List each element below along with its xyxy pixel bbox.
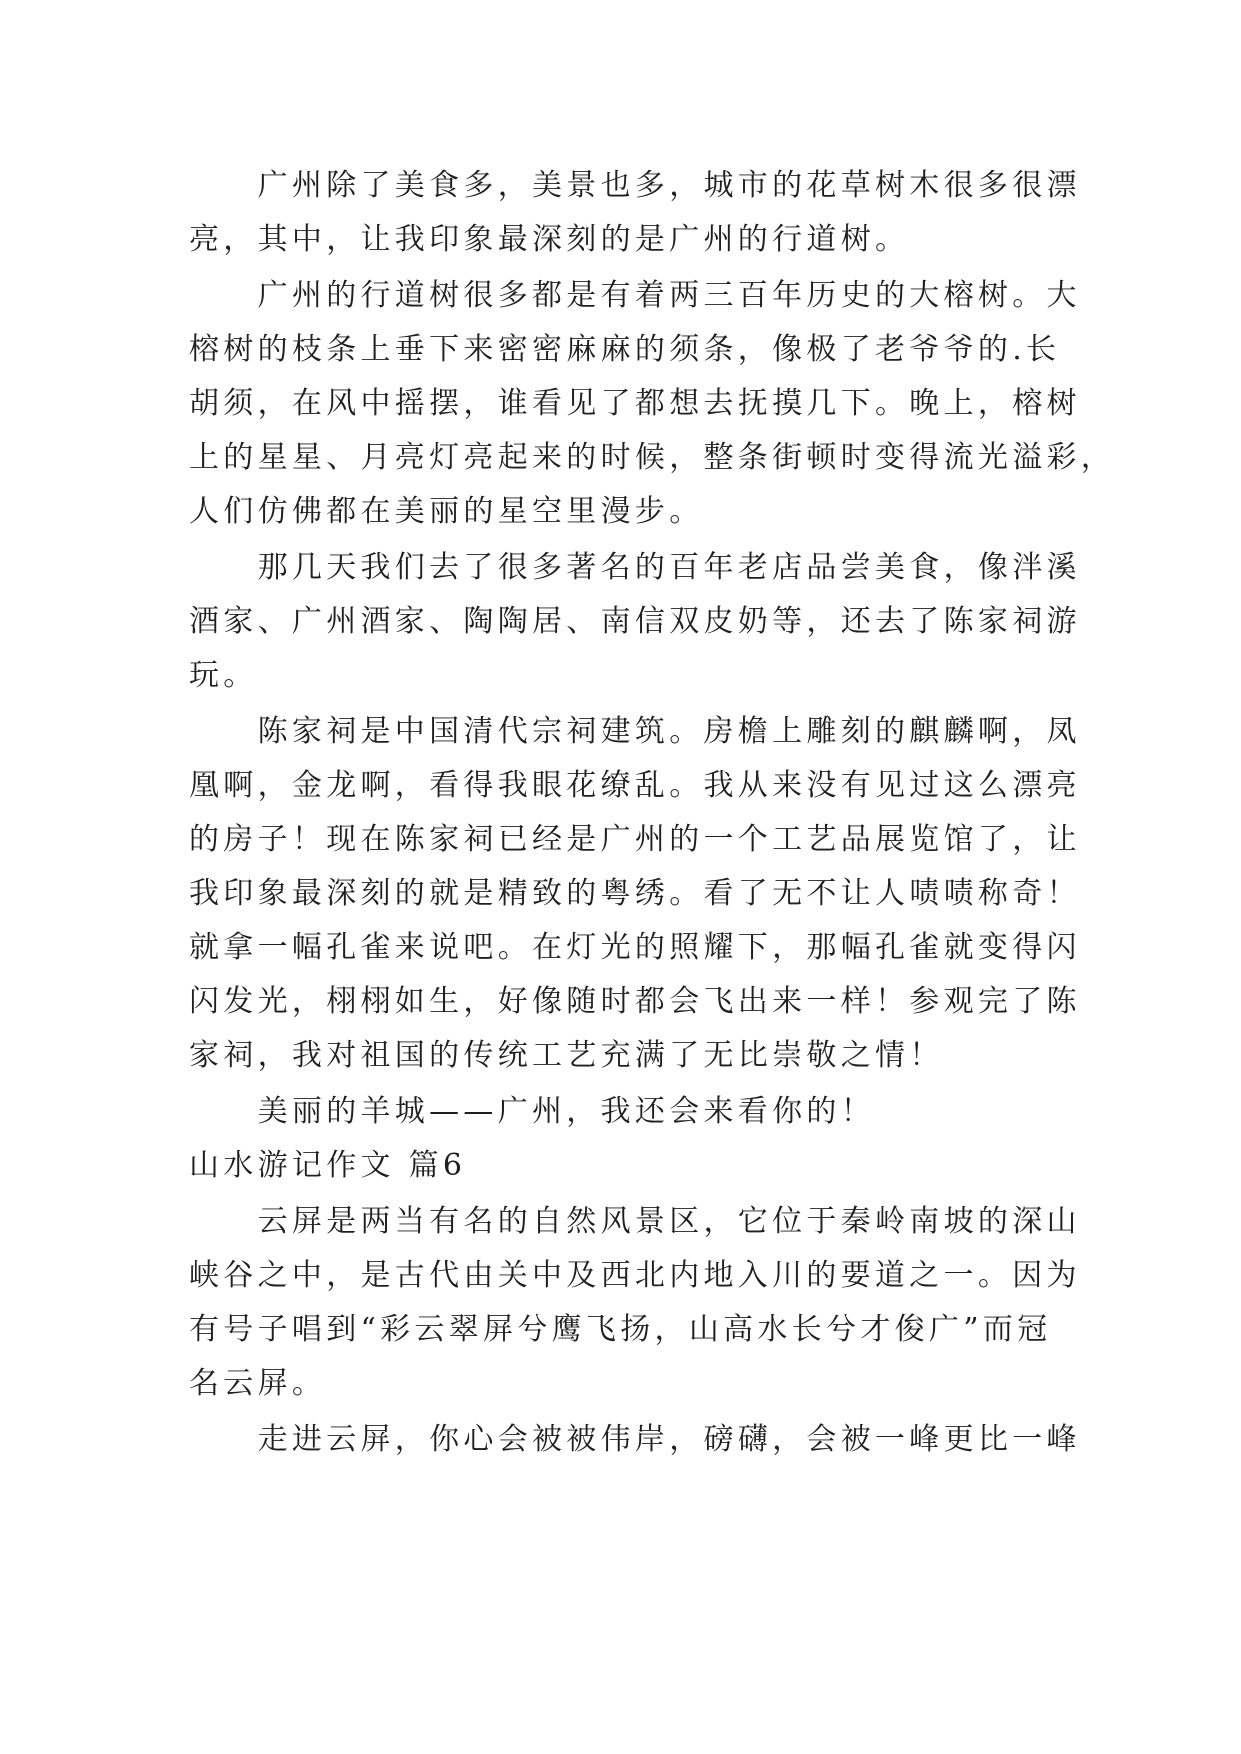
text-line: 就拿一幅孔雀来说吧。在灯光的照耀下，那幅孔雀就变得闪 [189,930,1081,965]
text-line: 那几天我们去了很多著名的百年老店品尝美食，像泮溪 [189,550,1081,585]
text-line: 峡谷之中，是古代由关中及西北内地入川的要道之一。因为 [189,1258,1081,1293]
text-line: 榕树的枝条上垂下来密密麻麻的须条，像极了老爷爷的.长 [189,332,1061,367]
text-line: 凰啊，金龙啊，看得我眼花缭乱。我从来没有见过这么漂亮 [189,768,1081,803]
text-line: 人们仿佛都在美丽的星空里漫步。 [189,494,704,529]
text-line: 我印象最深刻的就是精致的粤绣。看了无不让人啧啧称奇！ [189,876,1081,911]
section-heading: 山水游记作文 篇6 [189,1148,467,1183]
text-line: 的房子！现在陈家祠已经是广州的一个工艺品展览馆了，让 [189,822,1081,857]
text-line: 陈家祠是中国清代宗祠建筑。房檐上雕刻的麒麟啊，凤 [189,714,1081,749]
text-line: 亮，其中，让我印象最深刻的是广州的行道树。 [189,222,910,257]
text-line: 上的星星、月亮灯亮起来的时候，整条街顿时变得流光溢彩， [189,440,1116,475]
text-line: 闪发光，栩栩如生，好像随时都会飞出来一样！参观完了陈 [189,984,1081,1019]
text-line: 云屏是两当有名的自然风景区，它位于秦岭南坡的深山 [189,1204,1081,1239]
text-line: 走进云屏，你心会被被伟岸，磅礴，会被一峰更比一峰 [189,1422,1081,1457]
text-line: 广州除了美食多，美景也多，城市的花草树木很多很漂 [189,168,1081,203]
text-line: 家祠，我对祖国的传统工艺充满了无比崇敬之情！ [189,1038,944,1073]
text-line: 胡须，在风中摇摆，谁看见了都想去抚摸几下。晚上，榕树 [189,386,1081,421]
text-line: 美丽的羊城——广州，我还会来看你的！ [189,1094,875,1129]
text-line: 广州的行道树很多都是有着两三百年历史的大榕树。大 [189,278,1081,313]
text-line: 名云屏。 [189,1366,327,1401]
text-line: 有号子唱到“彩云翠屏兮鹰飞扬，山高水长兮才俊广”而冠 [189,1312,1052,1347]
text-line: 酒家、广州酒家、陶陶居、南信双皮奶等，还去了陈家祠游 [189,604,1081,639]
text-line: 玩。 [189,658,258,693]
